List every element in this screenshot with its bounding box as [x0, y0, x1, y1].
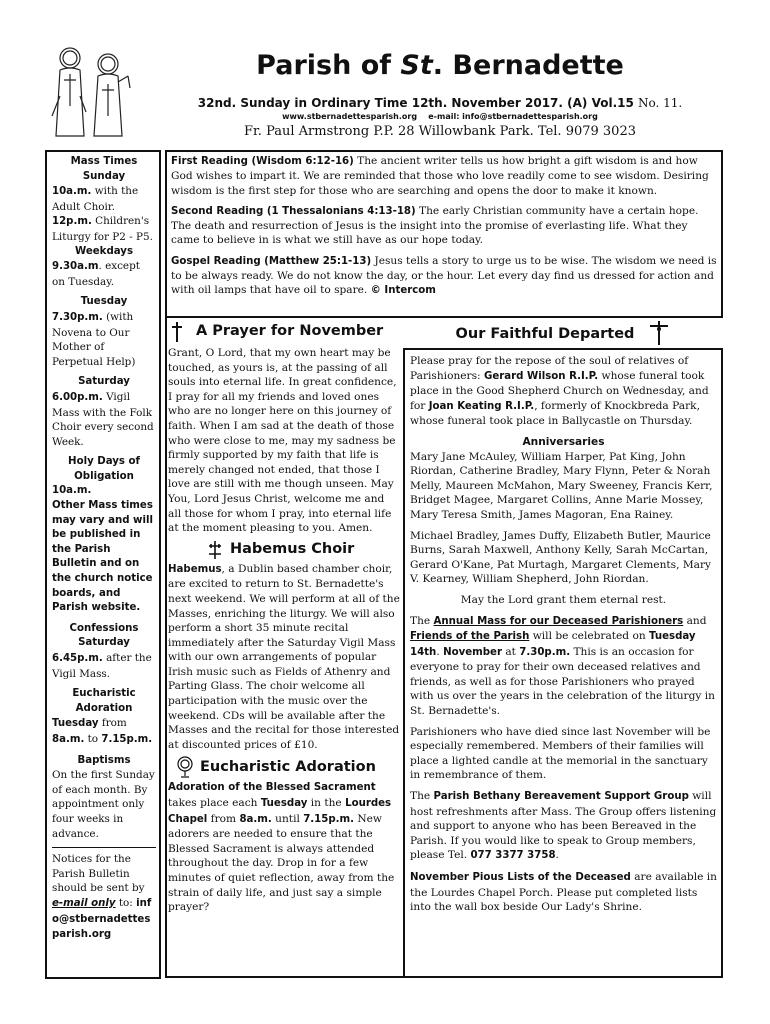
sunday-mass-1: 10a.m. with the Adult Choir.: [52, 185, 139, 213]
tuesday-heading: Tuesday: [80, 296, 128, 308]
first-reading: First Reading (Wisdom 6:12-16) The ancient writer tells us how bright a gift wisdom is and how God wishes to impart it. We are reminded that those who love readily come to see wisdom. Desiring wisdom is the first step for those who are searching and opens the door to make it known.: [171, 155, 709, 197]
website-link[interactable]: www.stbernadettesparish.org: [282, 112, 418, 121]
prayer-text: Grant, O Lord, that my own heart may be touched, as yours is, at the passing of all souls into eternal life. In great confidence, I pray for all my friends and loved ones who are no longer here on this journey of faith. When I am sad at the death of those who were close to me, may my sadness be firmly supported by my faith that life is merely changed not ended, that those I love are still with me though unseen. May You, Lord Jesus Christ, welcome me and all those for whom I pray, into eternal life at the moment pleasing to you. Amen.: [168, 347, 397, 535]
second-reading: Second Reading (1 Thessalonians 4:13-18) The early Christian community have a certain hope. The death and resurrection of Jesus is the insight into the promise of everlasting life. What they came to believe in is what we still have as our hope today.: [171, 204, 699, 247]
monstrance-icon: [176, 756, 194, 778]
holy-days-time: 10a.m.: [52, 485, 92, 497]
baptisms-heading: Baptisms: [77, 754, 131, 766]
adoration-text: Adoration of the Blessed Sacrament takes place each Tuesday in the Lourdes Chapel from 8a.m. until 7.15p.m. New adorers are needed to ensure that the Blessed Sacrament is always attended throughout the day. Drop in for a few minutes of quiet reflection, away from the strain of daily life, and just say a simple prayer?: [168, 782, 395, 914]
eternal-rest-line: May the Lord grant them eternal rest.: [460, 593, 667, 606]
choir-text: Habemus, a Dublin based chamber choir, are excited to return to St. Bernadette's next weekend. We will perform at all of the Masses, enriching the liturgy. We will also perform a short 35 minute recital immediately after the Saturday Vigil Mass with our own arrangements of popular Irish music such as Fields of Athenry and Parting Glass. The choir welcome all participation with the music over the weekend. CDs will be available after the Masses and the recital for those interested at discounted prices of £10.: [168, 562, 400, 751]
departed-box: [403, 348, 723, 978]
saints-logo-icon: [40, 46, 138, 142]
anniversaries-heading: Anniversaries: [522, 435, 605, 448]
annual-mass-text: The Annual Mass for our Deceased Parishioners and Friends of the Parish will be celebrated on Tuesday 14th. November at 7.30p.m. This is an occasion for everyone to pray for their own deceased relatives and friends, as well as for those Parishioners who prayed with us over the years in the celebration of the liturgy in St. Bernadette's.: [410, 614, 715, 718]
anniversaries-list-2: Michael Bradley, James Duffy, Elizabeth Butler, Maurice Burns, Sarah Maxwell, Anthony Kelly, Sarah McCartan, Gerard O'Kane, Pat Murtagh, Margaret Clements, Mary V. Kearney, William Shepherd, John Riordan.: [410, 529, 712, 586]
sidebar-divider: [52, 847, 156, 848]
departed-heading: Our Faithful Departed: [455, 326, 635, 342]
choir-heading-row: [168, 538, 400, 562]
bereavement-group-text: The Parish Bethany Bereavement Support Group will host refreshments after Mass. The Group offers listening and support to anyone who has been Bereaved in the Parish. If you would like to speak to Group members, please Tel. 077 3377 3758.: [410, 790, 717, 862]
adoration-section-heading: Eucharistic Adoration: [200, 759, 376, 776]
weekdays-heading: Weekdays: [74, 245, 134, 257]
choir-heading: Habemus Choir: [230, 540, 355, 557]
mass-times-sidebar: [45, 150, 161, 979]
adoration-heading: Eucharistic Adoration: [72, 688, 136, 714]
prayer-heading: A Prayer for November: [196, 323, 384, 339]
tuesday-mass: 7.30p.m. (with Novena to Our Mother of Perpetual Help): [52, 310, 136, 368]
notices-text: Notices for the Parish Bulletin should be sent by e-mail only to: info@stbernadettesparish.org: [52, 853, 152, 941]
baptisms-text: On the first Sunday of each month. By appointment only four weeks in advance.: [52, 769, 155, 840]
anniversaries-list-1: Mary Jane McAuley, William Harper, Pat King, John Riordan, Catherine Bradley, Mary Flynn, Peter & Norah Melly, Maureen McMahon, Mary Sweeney, Francis Kerr, Bridget Magee, Margaret Collins, Anne Marie Mossey, Mary Teresa Smith, James Magoran, Ena Rainey.: [410, 450, 713, 521]
holy-days-heading: Holy Days of Obligation: [68, 456, 140, 482]
funerals-text: Please pray for the repose of the soul of relatives of Parishioners: Gerard Wilson R.I.P. whose funeral took place in the Good Shepherd Church on Wednesday, and for Joan Keating R.I.P., formerly of Knockbreda Park, whose funeral took place in Ballycastle on Thursday.: [410, 355, 709, 428]
saturday-heading: Saturday: [78, 376, 130, 388]
holy-days-note: Other Mass times may vary and will be published in the Parish Bulletin and on the church notice boards, and Parish website.: [52, 500, 153, 614]
departed-heading-row: [410, 323, 680, 342]
adoration-time: Tuesday from 8a.m. to 7.15p.m.: [52, 717, 153, 745]
adoration-heading-row: [168, 754, 400, 780]
column-rule-bottom: [165, 976, 403, 978]
mass-times-heading: Mass Times: [70, 156, 138, 167]
column-rule-left: [165, 318, 167, 978]
pious-lists-text: November Pious Lists of the Deceased are available in the Lourdes Chapel Porch. Please put completed lists into the wall box beside Our Lady's Shrine.: [410, 871, 717, 914]
bulletin-subtitle: 32nd. Sunday in Ordinary Time 12th. November 2017. (A) Vol.15 No. 11.: [197, 96, 683, 110]
crucifix-icon: [648, 320, 670, 346]
confessions-day: Saturday: [78, 637, 130, 649]
contact-line: [190, 112, 690, 121]
prayer-heading-row: [168, 318, 400, 346]
weekday-mass: 9.30a.m. except on Tuesday.: [52, 260, 140, 288]
candle-text: Parishioners who have died since last November will be especially remembered. Members of their families will place a lighted candle at the memorial in the sanctuary in remembrance of them.: [410, 725, 711, 782]
pastor-line: Fr. Paul Armstrong P.P. 28 Willowbank Park. Tel. 9079 3023: [244, 124, 636, 139]
page-title: Parish of St. Bernadette: [256, 50, 624, 81]
gospel-reading: Gospel Reading (Matthew 25:1-13) Jesus tells a story to urge us to be wise. The wisdom we need is to be always ready. We do not know the day, or the hour. Let every day find us dressed for action and with oil lamps that have oil to spare. © Intercom: [171, 254, 717, 297]
chi-rho-icon: [206, 540, 224, 560]
cross-icon: [170, 321, 184, 343]
email-link[interactable]: e-mail: info@stbernadettesparish.org: [428, 112, 598, 121]
notices-email-link[interactable]: info@stbernadettesparish.org: [52, 897, 152, 941]
middle-column: [168, 318, 400, 915]
readings-box: [165, 150, 723, 318]
confessions-time: 6.45p.m. after the Vigil Mass.: [52, 652, 152, 680]
sunday-mass-2: 12p.m. Children's Liturgy for P2 - P5.: [52, 215, 153, 243]
saturday-mass: 6.00p.m. Vigil Mass with the Folk Choir every second Week.: [52, 390, 154, 448]
sunday-heading: Sunday: [82, 170, 126, 182]
confessions-heading: Confessions: [69, 622, 139, 634]
